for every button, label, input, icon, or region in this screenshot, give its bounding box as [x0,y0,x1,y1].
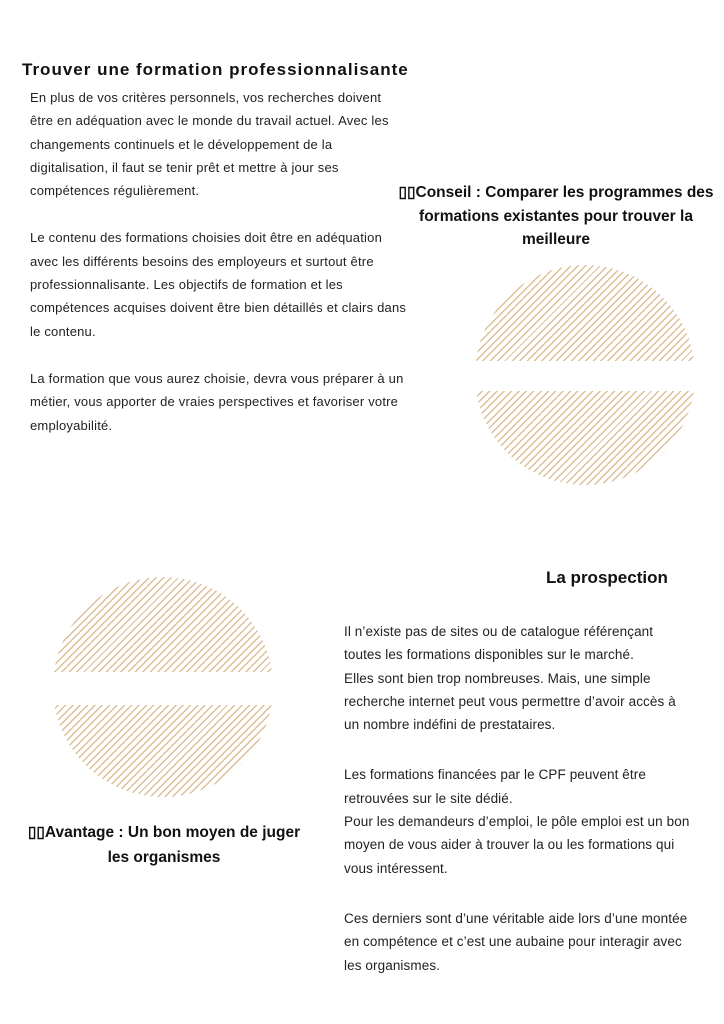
right-paragraph: Ces derniers sont d’une véritable aide lors d’une montée en compétence et c’est une aubaine pour interagir avec les organismes. [344,910,688,973]
page-title: Trouver une formation professionnalisante [22,60,409,80]
left-column [30,86,408,461]
conseil-heading: ▯▯Conseil : Comparer les programmes des formations existantes pour trouver la meilleure [398,184,714,249]
circle-white-band [475,361,695,391]
right-paragraph: Il n’existe pas de sites ou de catalogue référençant toutes les formations disponibles sur le marché. [344,624,654,663]
left-paragraph: En plus de vos critères personnels, vos recherches doivent être en adéquation avec le monde du travail actuel. Avec les changements continuels et le développement de la digitalisation, il faut se tenir prêt et mettre à jour ses compétences régulièrement. [30,90,389,199]
left-paragraph: Le contenu des formations choisies doit être en adéquation avec les différents besoins des employeurs et surtout être professionnalisante. Les objectifs de formation et les compétences acquises doivent être bien détaillés et clairs dans le contenu. [30,230,407,339]
right-paragraph: Pour les demandeurs d’emploi, le pôle emploi est un bon moyen de vous aider à trouver la ou les formations qui vous intéressent. [344,814,690,876]
striped-circle-bottom-left [53,577,273,797]
circle-white-band [53,672,273,705]
prospection-heading: La prospection [546,568,668,587]
striped-circle-top-right [475,265,695,485]
right-column [344,620,692,977]
right-paragraph: Les formations financées par le CPF peuvent être retrouvées sur le site dédié. [344,767,646,806]
right-paragraph: Elles sont bien trop nombreuses. Mais, une simple recherche internet peut vous permettre d’avoir accès à un nombre indéfini de prestataires. [344,670,676,733]
avantage-heading: ▯▯Avantage : Un bon moyen de juger les organismes [27,824,301,866]
left-paragraph: La formation que vous aurez choisie, devra vous préparer à un métier, vous apporter de vraies perspectives et favoriser votre employabilité. [30,370,404,433]
